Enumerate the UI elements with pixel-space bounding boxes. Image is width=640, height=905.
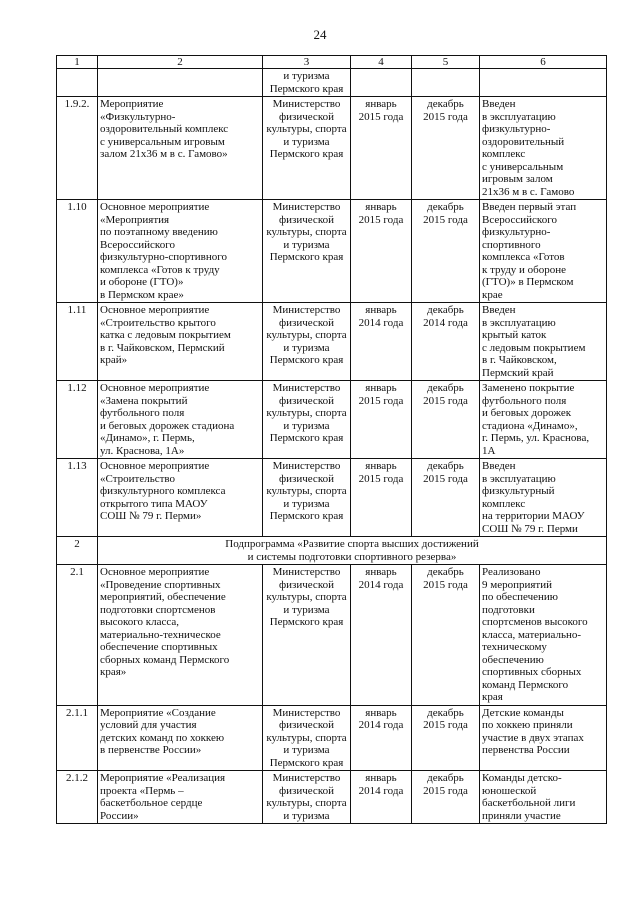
cell-line: залом 21х36 м в с. Гамово» <box>100 148 228 160</box>
cell-line: и туризма <box>283 744 330 756</box>
cell-line: январь <box>365 772 397 784</box>
cell-name <box>98 200 263 303</box>
cell-executor <box>263 771 351 824</box>
cell-line: Заменено покрытие <box>482 382 575 394</box>
cell-number: 1.13 <box>57 459 98 537</box>
cell-result <box>480 69 607 97</box>
cell-line: (ГТО)» в Пермском <box>482 276 574 288</box>
cell-line: Пермского края <box>269 432 344 444</box>
cell-line: класса, материально- <box>482 628 582 641</box>
cell-line: и системы подготовки спортивного резерва» <box>247 550 457 563</box>
cell-line: Основное мероприятие <box>100 460 210 472</box>
cell-line: Министерство <box>272 98 341 110</box>
cell-line: и туризма <box>283 603 330 616</box>
cell-line: культуры, спорта <box>266 226 347 238</box>
cell-start <box>351 97 412 200</box>
cell-executor <box>263 69 351 97</box>
cell-line: 2015 года <box>358 472 404 485</box>
cell-line: край» <box>100 354 128 366</box>
cell-number: 2.1.2 <box>57 771 98 824</box>
cell-executor <box>263 565 351 706</box>
page-number: 24 <box>313 27 327 42</box>
cell-start <box>351 381 412 459</box>
cell-line: баскетбольное сердце <box>100 797 203 809</box>
cell-result <box>480 771 607 824</box>
cell-end <box>412 459 480 537</box>
cell-line: Пермского края <box>269 82 344 95</box>
cell-name <box>98 97 263 200</box>
column-header-2: 2 <box>98 56 263 69</box>
cell-line: 2015 года <box>423 472 468 485</box>
cell-line: проекта «Пермь – <box>100 784 184 797</box>
cell-line: и обороне (ГТО)» <box>100 276 184 288</box>
cell-line: крае <box>482 288 503 301</box>
cell-line: Основное мероприятие <box>100 382 210 394</box>
cell-line: культуры, спорта <box>266 797 347 809</box>
cell-line: в первенстве России» <box>100 744 202 756</box>
cell-end <box>412 303 480 381</box>
cell-result <box>480 565 607 706</box>
cell-name <box>98 381 263 459</box>
cell-line: физической <box>279 472 334 485</box>
cell-line: Подпрограмма «Развитие спорта высших достижений <box>225 538 479 550</box>
cell-executor <box>263 459 351 537</box>
cell-line: Министерство <box>272 706 341 719</box>
cell-line: культуры, спорта <box>266 123 347 135</box>
cell-line: Пермского края <box>269 251 344 263</box>
cell-line: культуры, спорта <box>266 591 347 603</box>
cell-line: физической <box>279 394 334 407</box>
cell-line: 2014 года <box>423 316 468 329</box>
cell-line: катка с ледовым покрытием <box>100 329 231 341</box>
cell-line: Пермского края <box>269 354 344 366</box>
cell-line: и беговых дорожек стадиона <box>100 419 235 432</box>
cell-line: с универсальным игровым <box>100 135 225 148</box>
cell-line: Министерство <box>272 772 341 784</box>
cell-executor <box>263 705 351 771</box>
cell-start <box>351 303 412 381</box>
cell-result <box>480 381 607 459</box>
cell-line: в г. Чайковском, Пермский <box>100 341 225 354</box>
cell-name <box>98 303 263 381</box>
cell-end <box>412 565 480 706</box>
cell-result <box>480 459 607 537</box>
cell-line: 9 мероприятий <box>482 578 553 591</box>
cell-line: 2015 года <box>358 110 404 123</box>
cell-line: 21х36 м в с. Гамово <box>482 185 575 198</box>
cell-line: оздоровительный <box>482 135 565 148</box>
cell-line: Министерство <box>272 304 341 316</box>
cell-name <box>98 771 263 824</box>
cell-line: физической <box>279 784 334 797</box>
cell-name <box>98 69 263 97</box>
cell-line: Мероприятие <box>100 98 164 110</box>
table-row <box>57 381 607 459</box>
cell-line: 2014 года <box>358 578 404 591</box>
subprogram-row <box>57 537 607 565</box>
cell-line: обеспечение спортивных <box>100 641 218 653</box>
cell-line: края <box>482 691 503 703</box>
cell-line: «Физкультурно- <box>100 110 176 123</box>
cell-line: комплекс <box>482 148 526 160</box>
cell-end <box>412 381 480 459</box>
cell-line: январь <box>365 98 397 110</box>
cell-line: с ледовым покрытием <box>482 341 586 354</box>
cell-start <box>351 771 412 824</box>
cell-line: баскетбольной лиги <box>482 797 576 809</box>
cell-name <box>98 459 263 537</box>
cell-line: спортивных сборных <box>482 666 582 678</box>
cell-line: и туризма <box>283 341 330 354</box>
table-row <box>57 565 607 706</box>
cell-line: техническому <box>482 641 547 653</box>
cell-line: физической <box>279 213 334 226</box>
cell-line: «Мероприятия <box>100 213 170 226</box>
cell-line: «Строительство крытого <box>100 316 216 329</box>
cell-line: Министерство <box>272 201 341 213</box>
cell-end <box>412 705 480 771</box>
cell-line: январь <box>365 304 397 316</box>
cell-line: к труду и обороне <box>482 263 567 276</box>
column-header-4: 4 <box>351 56 412 69</box>
cell-line: январь <box>365 566 397 578</box>
subprogram-title <box>98 537 607 565</box>
cell-start <box>351 200 412 303</box>
cell-line: 2015 года <box>423 578 468 591</box>
cell-line: юношеской <box>482 784 537 797</box>
cell-executor <box>263 200 351 303</box>
cell-line: Пермского края <box>269 148 344 160</box>
cell-line: Всероссийского <box>100 238 175 251</box>
cell-line: Введен <box>482 304 516 316</box>
cell-line: крытый каток <box>482 329 547 341</box>
cell-number: 2.1 <box>57 565 98 706</box>
cell-line: Введен <box>482 98 516 110</box>
cell-line: физкультурно- <box>482 123 551 135</box>
cell-line: 2014 года <box>358 719 404 731</box>
cell-line: в г. Чайковском, <box>482 354 557 366</box>
column-header-1: 1 <box>57 56 98 69</box>
cell-line: г. Пермь, ул. Краснова, <box>482 432 590 444</box>
cell-line: декабрь <box>427 706 464 719</box>
cell-line: Основное мероприятие <box>100 201 210 213</box>
cell-line: 1А <box>482 444 496 457</box>
cell-number: 1.10 <box>57 200 98 303</box>
cell-line: на территории МАОУ <box>482 510 585 522</box>
cell-end <box>412 97 480 200</box>
cell-result <box>480 303 607 381</box>
table-row <box>57 705 607 771</box>
cell-line: 2015 года <box>423 719 468 731</box>
cell-line: мероприятий, обеспечение <box>100 591 226 603</box>
cell-line: физкультурного комплекса <box>100 485 226 497</box>
cell-line: январь <box>365 382 397 394</box>
cell-number: 1.9.2. <box>57 97 98 200</box>
cell-end <box>412 69 480 97</box>
table-row <box>57 459 607 537</box>
cell-line: спортсменов высокого <box>482 616 588 628</box>
continuation-row <box>57 69 607 97</box>
cell-line: декабрь <box>427 304 464 316</box>
cell-result <box>480 200 607 303</box>
cell-line: Министерство <box>272 566 341 578</box>
cell-line: Мероприятие «Создание <box>100 706 216 719</box>
cell-line: физкультурно- <box>482 226 551 238</box>
cell-line: декабрь <box>427 201 464 213</box>
cell-line: ул. Краснова, 1А» <box>100 444 185 457</box>
cell-line: 2015 года <box>423 110 468 123</box>
cell-line: Введен первый этап <box>482 201 577 213</box>
cell-start <box>351 459 412 537</box>
cell-number: 1.11 <box>57 303 98 381</box>
program-table <box>56 55 607 824</box>
cell-line: спортивного <box>482 238 541 251</box>
cell-line: культуры, спорта <box>266 329 347 341</box>
cell-number: 2.1.1 <box>57 705 98 771</box>
cell-line: Министерство <box>272 382 341 394</box>
table-row <box>57 200 607 303</box>
cell-line: и туризма <box>283 497 330 510</box>
cell-line: физкультурный <box>482 485 555 497</box>
cell-line: по поэтапному введению <box>100 226 218 238</box>
column-header-3: 3 <box>263 56 351 69</box>
cell-executor <box>263 381 351 459</box>
cell-line: детских команд по хоккею <box>100 731 225 744</box>
column-header-6: 6 <box>480 56 607 69</box>
cell-line: Введен <box>482 460 516 472</box>
cell-line: декабрь <box>427 772 464 784</box>
cell-line: комплекса «Готов к труду <box>100 263 220 276</box>
cell-line: и туризма <box>283 809 330 822</box>
cell-line: физической <box>279 719 334 731</box>
cell-line: футбольного поля <box>100 407 185 419</box>
cell-line: в Пермском крае» <box>100 288 184 301</box>
cell-line: комплекса «Готов <box>482 251 565 263</box>
cell-line: 2014 года <box>358 784 404 797</box>
cell-line: в эксплуатацию <box>482 316 556 329</box>
header-row <box>57 56 607 69</box>
cell-line: Детские команды <box>482 706 564 719</box>
cell-result <box>480 97 607 200</box>
cell-line: с универсальным <box>482 160 564 173</box>
cell-line: январь <box>365 706 397 719</box>
cell-line: и туризма <box>283 419 330 432</box>
cell-line: физкультурно-спортивного <box>100 251 227 263</box>
cell-line: «Проведение спортивных <box>100 578 221 591</box>
cell-line: декабрь <box>427 566 464 578</box>
table-row <box>57 97 607 200</box>
cell-line: и туризма <box>283 70 330 82</box>
cell-line: открытого типа МАОУ <box>100 497 208 510</box>
cell-name <box>98 705 263 771</box>
cell-start <box>351 705 412 771</box>
table-row <box>57 303 607 381</box>
cell-line: в эксплуатацию <box>482 472 556 485</box>
cell-line: декабрь <box>427 460 464 472</box>
cell-executor <box>263 303 351 381</box>
cell-line: Всероссийского <box>482 213 557 226</box>
cell-line: СОШ № 79 г. Перми» <box>100 510 202 522</box>
cell-line: Команды детско- <box>482 772 562 784</box>
cell-line: декабрь <box>427 382 464 394</box>
cell-line: Основное мероприятие <box>100 304 210 316</box>
cell-line: 2015 года <box>423 394 468 407</box>
cell-line: участие в двух этапах <box>482 731 584 744</box>
cell-name <box>98 565 263 706</box>
cell-executor <box>263 97 351 200</box>
cell-line: январь <box>365 460 397 472</box>
cell-line: «Замена покрытий <box>100 394 188 407</box>
cell-line: высокого класса, <box>100 616 179 628</box>
cell-line: стадиона «Динамо», <box>482 419 578 432</box>
cell-line: обеспечению <box>482 653 544 666</box>
cell-line: культуры, спорта <box>266 485 347 497</box>
cell-line: культуры, спорта <box>266 731 347 744</box>
cell-start <box>351 565 412 706</box>
cell-start <box>351 69 412 97</box>
cell-line: Реализовано <box>482 566 541 578</box>
cell-line: по хоккею приняли <box>482 719 573 731</box>
cell-line: и беговых дорожек <box>482 407 572 419</box>
cell-line: футбольного поля <box>482 394 567 407</box>
cell-line: края» <box>100 666 127 678</box>
cell-line: подготовки <box>482 603 535 616</box>
cell-line: 2015 года <box>358 213 404 226</box>
cell-line: физической <box>279 316 334 329</box>
cell-line: «Строительство <box>100 472 176 485</box>
cell-line: условий для участия <box>100 719 197 731</box>
cell-line: первенства России <box>482 744 570 756</box>
cell-line: оздоровительный комплекс <box>100 123 229 135</box>
cell-number: 2 <box>57 537 98 565</box>
cell-line: Пермский край <box>482 366 554 379</box>
cell-line: России» <box>100 809 139 822</box>
cell-line: в эксплуатацию <box>482 110 556 123</box>
cell-line: по обеспечению <box>482 591 559 603</box>
cell-line: сборных команд Пермского <box>100 653 230 666</box>
cell-line: команд Пермского <box>482 678 569 691</box>
cell-line: Министерство <box>272 460 341 472</box>
cell-line: физической <box>279 110 334 123</box>
column-header-5: 5 <box>412 56 480 69</box>
cell-line: Пермского края <box>269 510 344 522</box>
cell-line: январь <box>365 201 397 213</box>
cell-end <box>412 771 480 824</box>
cell-line: 2014 года <box>358 316 404 329</box>
cell-number: 1.12 <box>57 381 98 459</box>
cell-line: 2015 года <box>423 213 468 226</box>
cell-line: культуры, спорта <box>266 407 347 419</box>
cell-line: игровым залом <box>482 173 553 185</box>
cell-line: Мероприятие «Реализация <box>100 772 226 784</box>
cell-line: Основное мероприятие <box>100 566 210 578</box>
cell-line: декабрь <box>427 98 464 110</box>
cell-line: подготовки спортсменов <box>100 603 216 616</box>
cell-line: и туризма <box>283 238 330 251</box>
cell-result <box>480 705 607 771</box>
cell-number <box>57 69 98 97</box>
cell-line: комплекс <box>482 497 526 510</box>
cell-line: физической <box>279 578 334 591</box>
cell-line: 2015 года <box>358 394 404 407</box>
cell-line: и туризма <box>283 135 330 148</box>
cell-line: 2015 года <box>423 784 468 797</box>
cell-line: «Динамо», г. Пермь, <box>100 432 195 444</box>
cell-line: СОШ № 79 г. Перми <box>482 522 578 535</box>
table-row <box>57 771 607 824</box>
cell-line: Пермского края <box>269 756 344 769</box>
cell-line: материально-техническое <box>100 628 221 641</box>
cell-line: Пермского края <box>269 616 344 628</box>
cell-end <box>412 200 480 303</box>
cell-line: приняли участие <box>482 809 561 822</box>
